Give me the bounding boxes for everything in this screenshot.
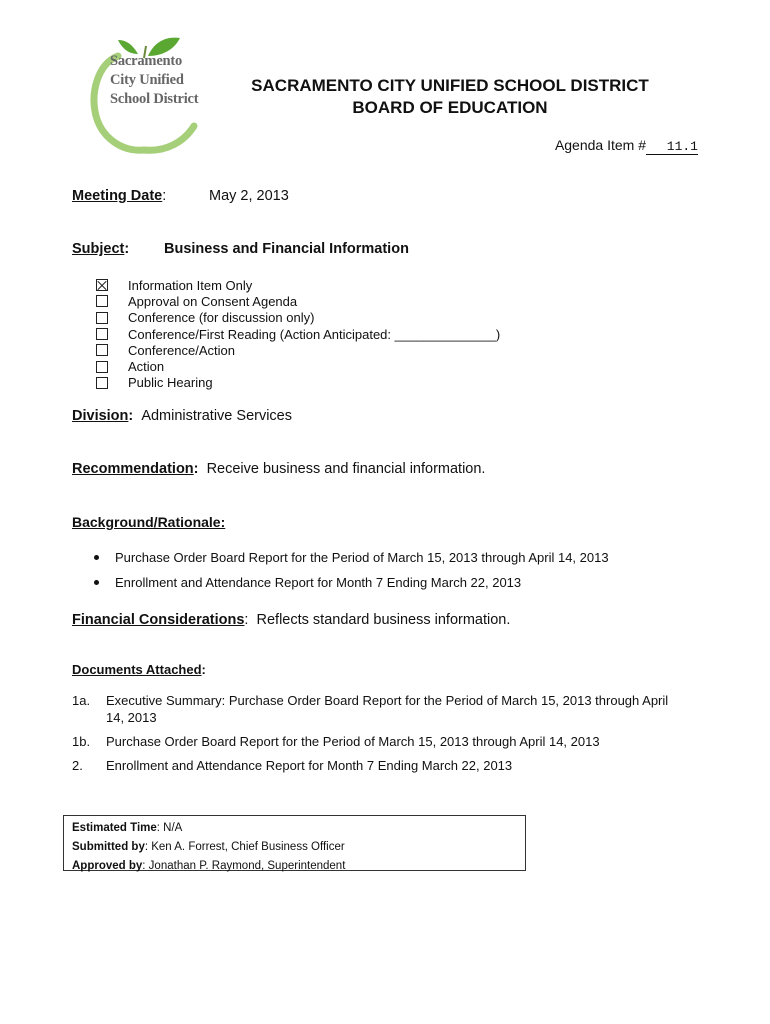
bullet-icon [94, 580, 99, 585]
approved-by: Approved by: Jonathan P. Raymond, Superintendent [72, 860, 346, 872]
document-item: 1a. Executive Summary: Purchase Order Board Report for the Period of March 15, 2013 through April 14, 2013 [72, 693, 669, 725]
subject-label: Subject: [72, 241, 130, 257]
agenda-label: Agenda Item # [554, 137, 646, 153]
logo-line-2: City Unified [110, 72, 184, 88]
submitted-by: Submitted by: Ken A. Forrest, Chief Business Officer [72, 841, 345, 853]
division-value: Administrative Services [141, 408, 292, 424]
checkbox-icon[interactable] [96, 295, 108, 307]
financial-line: Financial Considerations: Reflects standard business information. [72, 612, 511, 628]
agenda-item [555, 137, 698, 155]
approval-info-box [63, 815, 526, 871]
division-label: Division [72, 408, 129, 424]
checkbox-icon[interactable] [96, 377, 108, 389]
check-row-first-reading[interactable]: Conference/First Reading (Action Anticipated: ______________) [96, 326, 500, 342]
division-line: Division: Administrative Services [72, 408, 292, 424]
financial-value: Reflects standard business information. [256, 612, 511, 628]
estimated-time: Estimated Time: N/A [72, 822, 183, 834]
background-bullets [72, 545, 609, 595]
recommendation-value: Receive business and financial information. [206, 461, 486, 477]
checkbox-icon[interactable] [96, 344, 108, 356]
check-row-conference[interactable]: Conference (for discussion only) [96, 310, 500, 326]
item-type-checklist [96, 277, 500, 391]
documents-list [72, 692, 686, 774]
document-item: 1b. Purchase Order Board Report for the Period of March 15, 2013 through April 14, 2013 [72, 734, 600, 749]
document-item: 2. Enrollment and Attendance Report for Month 7 Ending March 22, 2013 [72, 758, 513, 773]
checkbox-icon[interactable] [96, 361, 108, 373]
check-row-information[interactable]: Information Item Only [96, 277, 500, 293]
subject-value: Business and Financial Information [164, 241, 409, 257]
logo-line-1: Sacramento [110, 53, 183, 69]
bullet-icon [94, 555, 99, 560]
check-row-action[interactable]: Action [96, 358, 500, 374]
list-item: Purchase Order Board Report for the Period of March 15, 2013 through April 14, 2013 [72, 545, 609, 570]
background-label: Background/Rationale: [72, 514, 226, 530]
checkbox-icon[interactable] [96, 328, 108, 340]
financial-label: Financial Considerations [72, 612, 245, 628]
list-item: Enrollment and Attendance Report for Month 7 Ending March 22, 2013 [72, 570, 609, 595]
check-row-conference-action[interactable]: Conference/Action [96, 342, 500, 358]
documents-label: Documents Attached: [72, 662, 206, 677]
district-title: SACRAMENTO CITY UNIFIED SCHOOL DISTRICT [251, 76, 649, 95]
agenda-number: 11.1 [646, 140, 698, 155]
checkbox-checked-icon[interactable] [96, 279, 108, 291]
meeting-date-label: Meeting Date: [72, 188, 167, 204]
check-row-consent[interactable]: Approval on Consent Agenda [96, 293, 500, 309]
logo-line-3: School District [110, 91, 199, 107]
meeting-date-value: May 2, 2013 [209, 188, 289, 204]
board-title: BOARD OF EDUCATION [352, 98, 548, 117]
check-row-public-hearing[interactable]: Public Hearing [96, 375, 500, 391]
recommendation-label: Recommendation [72, 461, 194, 477]
checkbox-icon[interactable] [96, 312, 108, 324]
recommendation-line: Recommendation: Receive business and financial information. [72, 461, 486, 477]
